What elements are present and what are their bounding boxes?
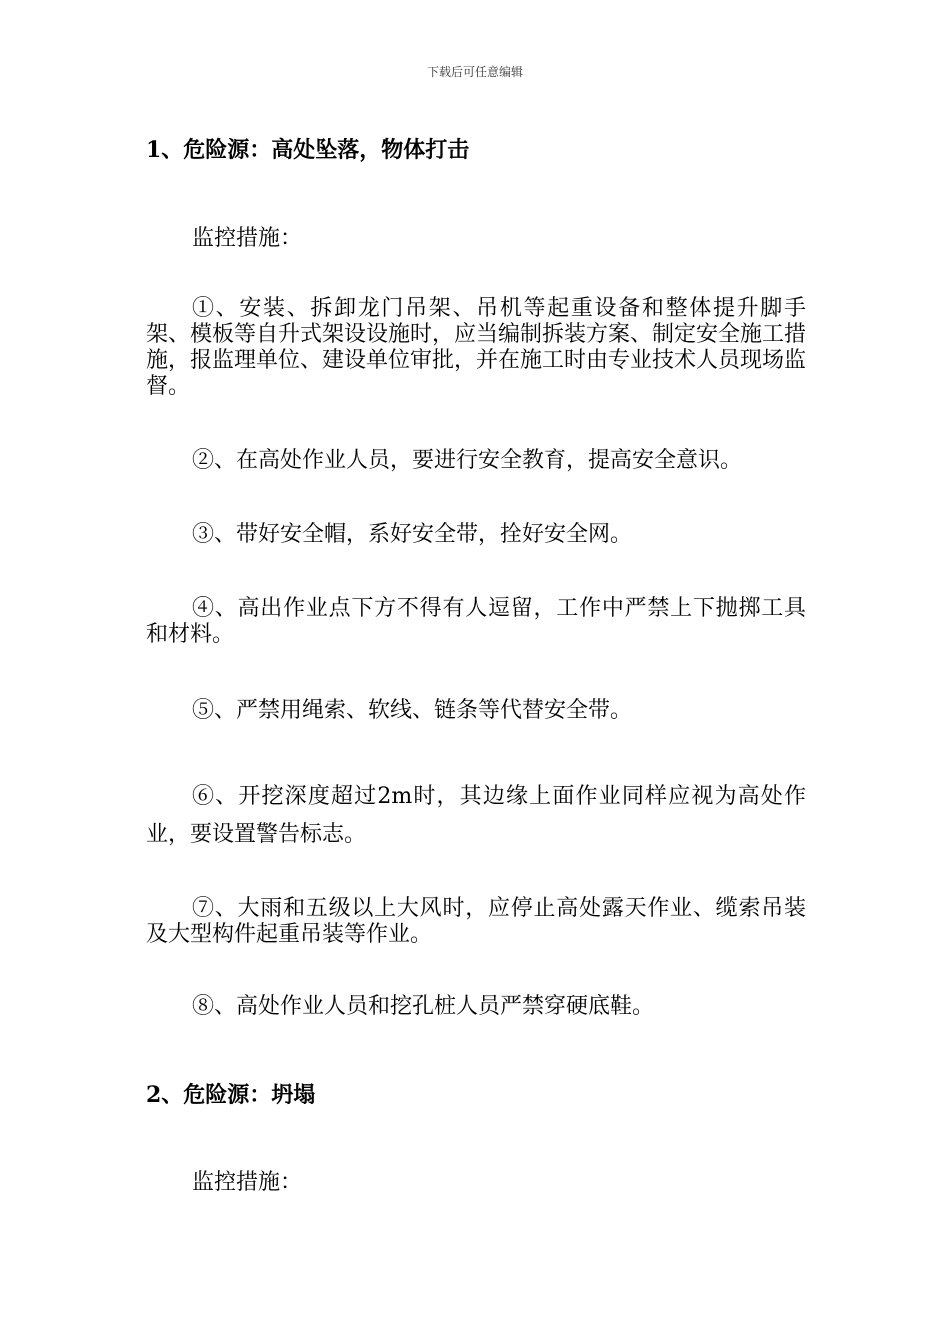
section-1-measures-label: 监控措施： xyxy=(192,226,303,251)
section-2-measures-label: 监控措施： xyxy=(192,1170,303,1195)
measure-item-3: ③、带好安全帽，系好安全带，拴好安全网。 xyxy=(192,522,633,547)
section-1-heading: 1、危险源：高处坠落，物体打击 xyxy=(146,137,470,163)
watermark-text: 下载后可任意编辑 xyxy=(426,65,523,79)
measure-item-1: ①、安装、拆卸龙门吊架、吊机等起重设备和整体提升脚手架、模板等自升式架设设施时，应当编制拆装方案、制定安全施工措施，报监理单位、建设单位审批，并在施工时由专业技术人员现场监督。 xyxy=(146,296,807,399)
measure-item-7: ⑦、大雨和五级以上大风时，应停止高处露天作业、缆索吊装及大型构件起重吊装等作业。 xyxy=(146,896,806,947)
measure-item-6: ⑥、开挖深度超过2m时，其边缘上面作业同样应视为高处作业，要设置警告标志。 xyxy=(146,784,806,847)
measure-item-5: ⑤、严禁用绳索、软线、链条等代替安全带。 xyxy=(192,698,633,723)
measure-item-8: ⑧、高处作业人员和挖孔桩人员严禁穿硬底鞋。 xyxy=(192,994,655,1019)
measure-item-2: ②、在高处作业人员，要进行安全教育，提高安全意识。 xyxy=(192,448,743,473)
measure-item-4: ④、高出作业点下方不得有人逗留，工作中严禁上下抛掷工具和材料。 xyxy=(146,596,806,647)
section-2-heading: 2、危险源：坍塌 xyxy=(146,1082,316,1108)
